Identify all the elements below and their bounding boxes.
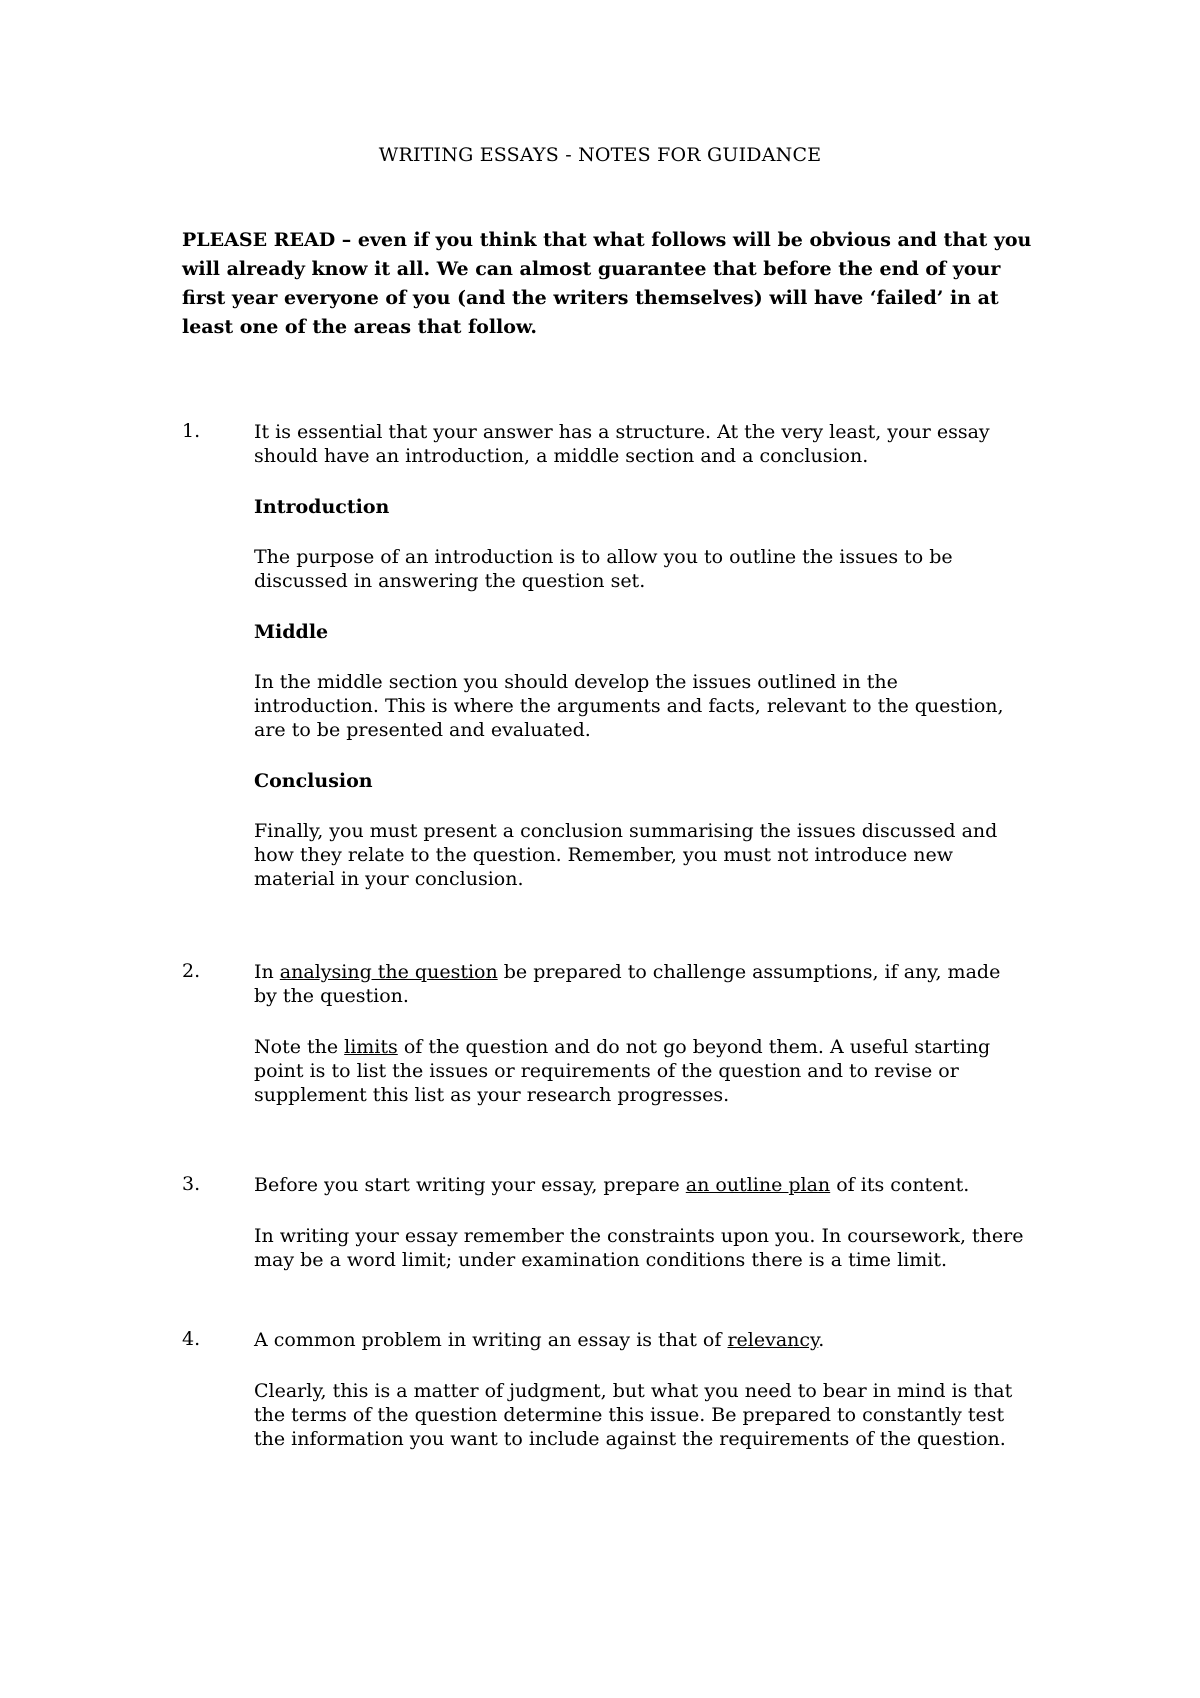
- item-number: 4.: [182, 1328, 201, 1350]
- document-title: WRITING ESSAYS - NOTES FOR GUIDANCE: [378, 144, 822, 166]
- item-paragraph: The purpose of an introduction is to allow you to outline the issues to be discussed in answering the question set.: [254, 546, 953, 592]
- underlined-text: relevancy: [727, 1329, 819, 1351]
- text-run: A common problem in writing an essay is that of: [254, 1329, 728, 1351]
- underlined-text: analysing the question: [279, 961, 498, 983]
- text-run: .: [818, 1329, 825, 1351]
- item-number: 1.: [182, 420, 201, 442]
- item-body: [254, 1328, 1024, 1478]
- text-run: be prepared to challenge assumptions, if any, made by the question.: [254, 961, 1001, 1007]
- text-run: of the question and do not go beyond them. A useful starting point is to list the issues or requirements of the question and to revise or supplement this list as your research progresses.: [254, 1036, 991, 1106]
- item-paragraph: Clearly, this is a matter of judgment, but what you need to bear in mind is that the terms of the question determine this issue. Be prepared to constantly test the information you want to include against the requirements of the question.: [254, 1380, 1013, 1450]
- section-heading-middle: Middle: [254, 621, 329, 643]
- item-paragraph: In the middle section you should develop the issues outlined in the introduction. This is where the arguments and facts, relevant to the question, are to be presented and evaluated.: [254, 671, 1004, 741]
- item-paragraph: [254, 960, 1024, 1008]
- item-paragraph: It is essential that your answer has a structure. At the very least, your essay should have an introduction, a middle section and a conclusion.: [254, 421, 990, 467]
- item-paragraph: [254, 1035, 1024, 1107]
- item-paragraph: Finally, you must present a conclusion summarising the issues discussed and how they relate to the question. Remember, you must not introduce new material in your conclusion.: [254, 820, 998, 890]
- section-heading-introduction: Introduction: [254, 496, 390, 518]
- section-heading-conclusion: Conclusion: [254, 770, 373, 792]
- text-run: In: [254, 961, 280, 983]
- item-paragraph: In writing your essay remember the constraints upon you. In coursework, there may be a word limit; under examination conditions there is a time limit.: [254, 1225, 1024, 1271]
- item-number: 3.: [182, 1173, 201, 1195]
- underlined-text: limits: [344, 1036, 398, 1058]
- item-number: 2.: [182, 960, 201, 982]
- item-body: [254, 960, 1024, 1134]
- item-paragraph: [254, 1328, 1024, 1352]
- text-run: of its content.: [830, 1174, 970, 1196]
- underlined-text: an outline plan: [685, 1174, 831, 1196]
- item-body: [254, 1173, 1024, 1299]
- text-run: Note the: [254, 1036, 345, 1058]
- intro-notice: PLEASE READ – even if you think that what follows will be obvious and that you will already know it all. We can almost guarantee that before the end of your first year everyone of you (and the writers themselves) will have ‘failed’ in at least one of the areas that follow.: [182, 229, 1032, 338]
- item-paragraph: [254, 1173, 1024, 1197]
- text-run: Before you start writing your essay, prepare: [254, 1174, 686, 1196]
- item-body: [254, 420, 1024, 918]
